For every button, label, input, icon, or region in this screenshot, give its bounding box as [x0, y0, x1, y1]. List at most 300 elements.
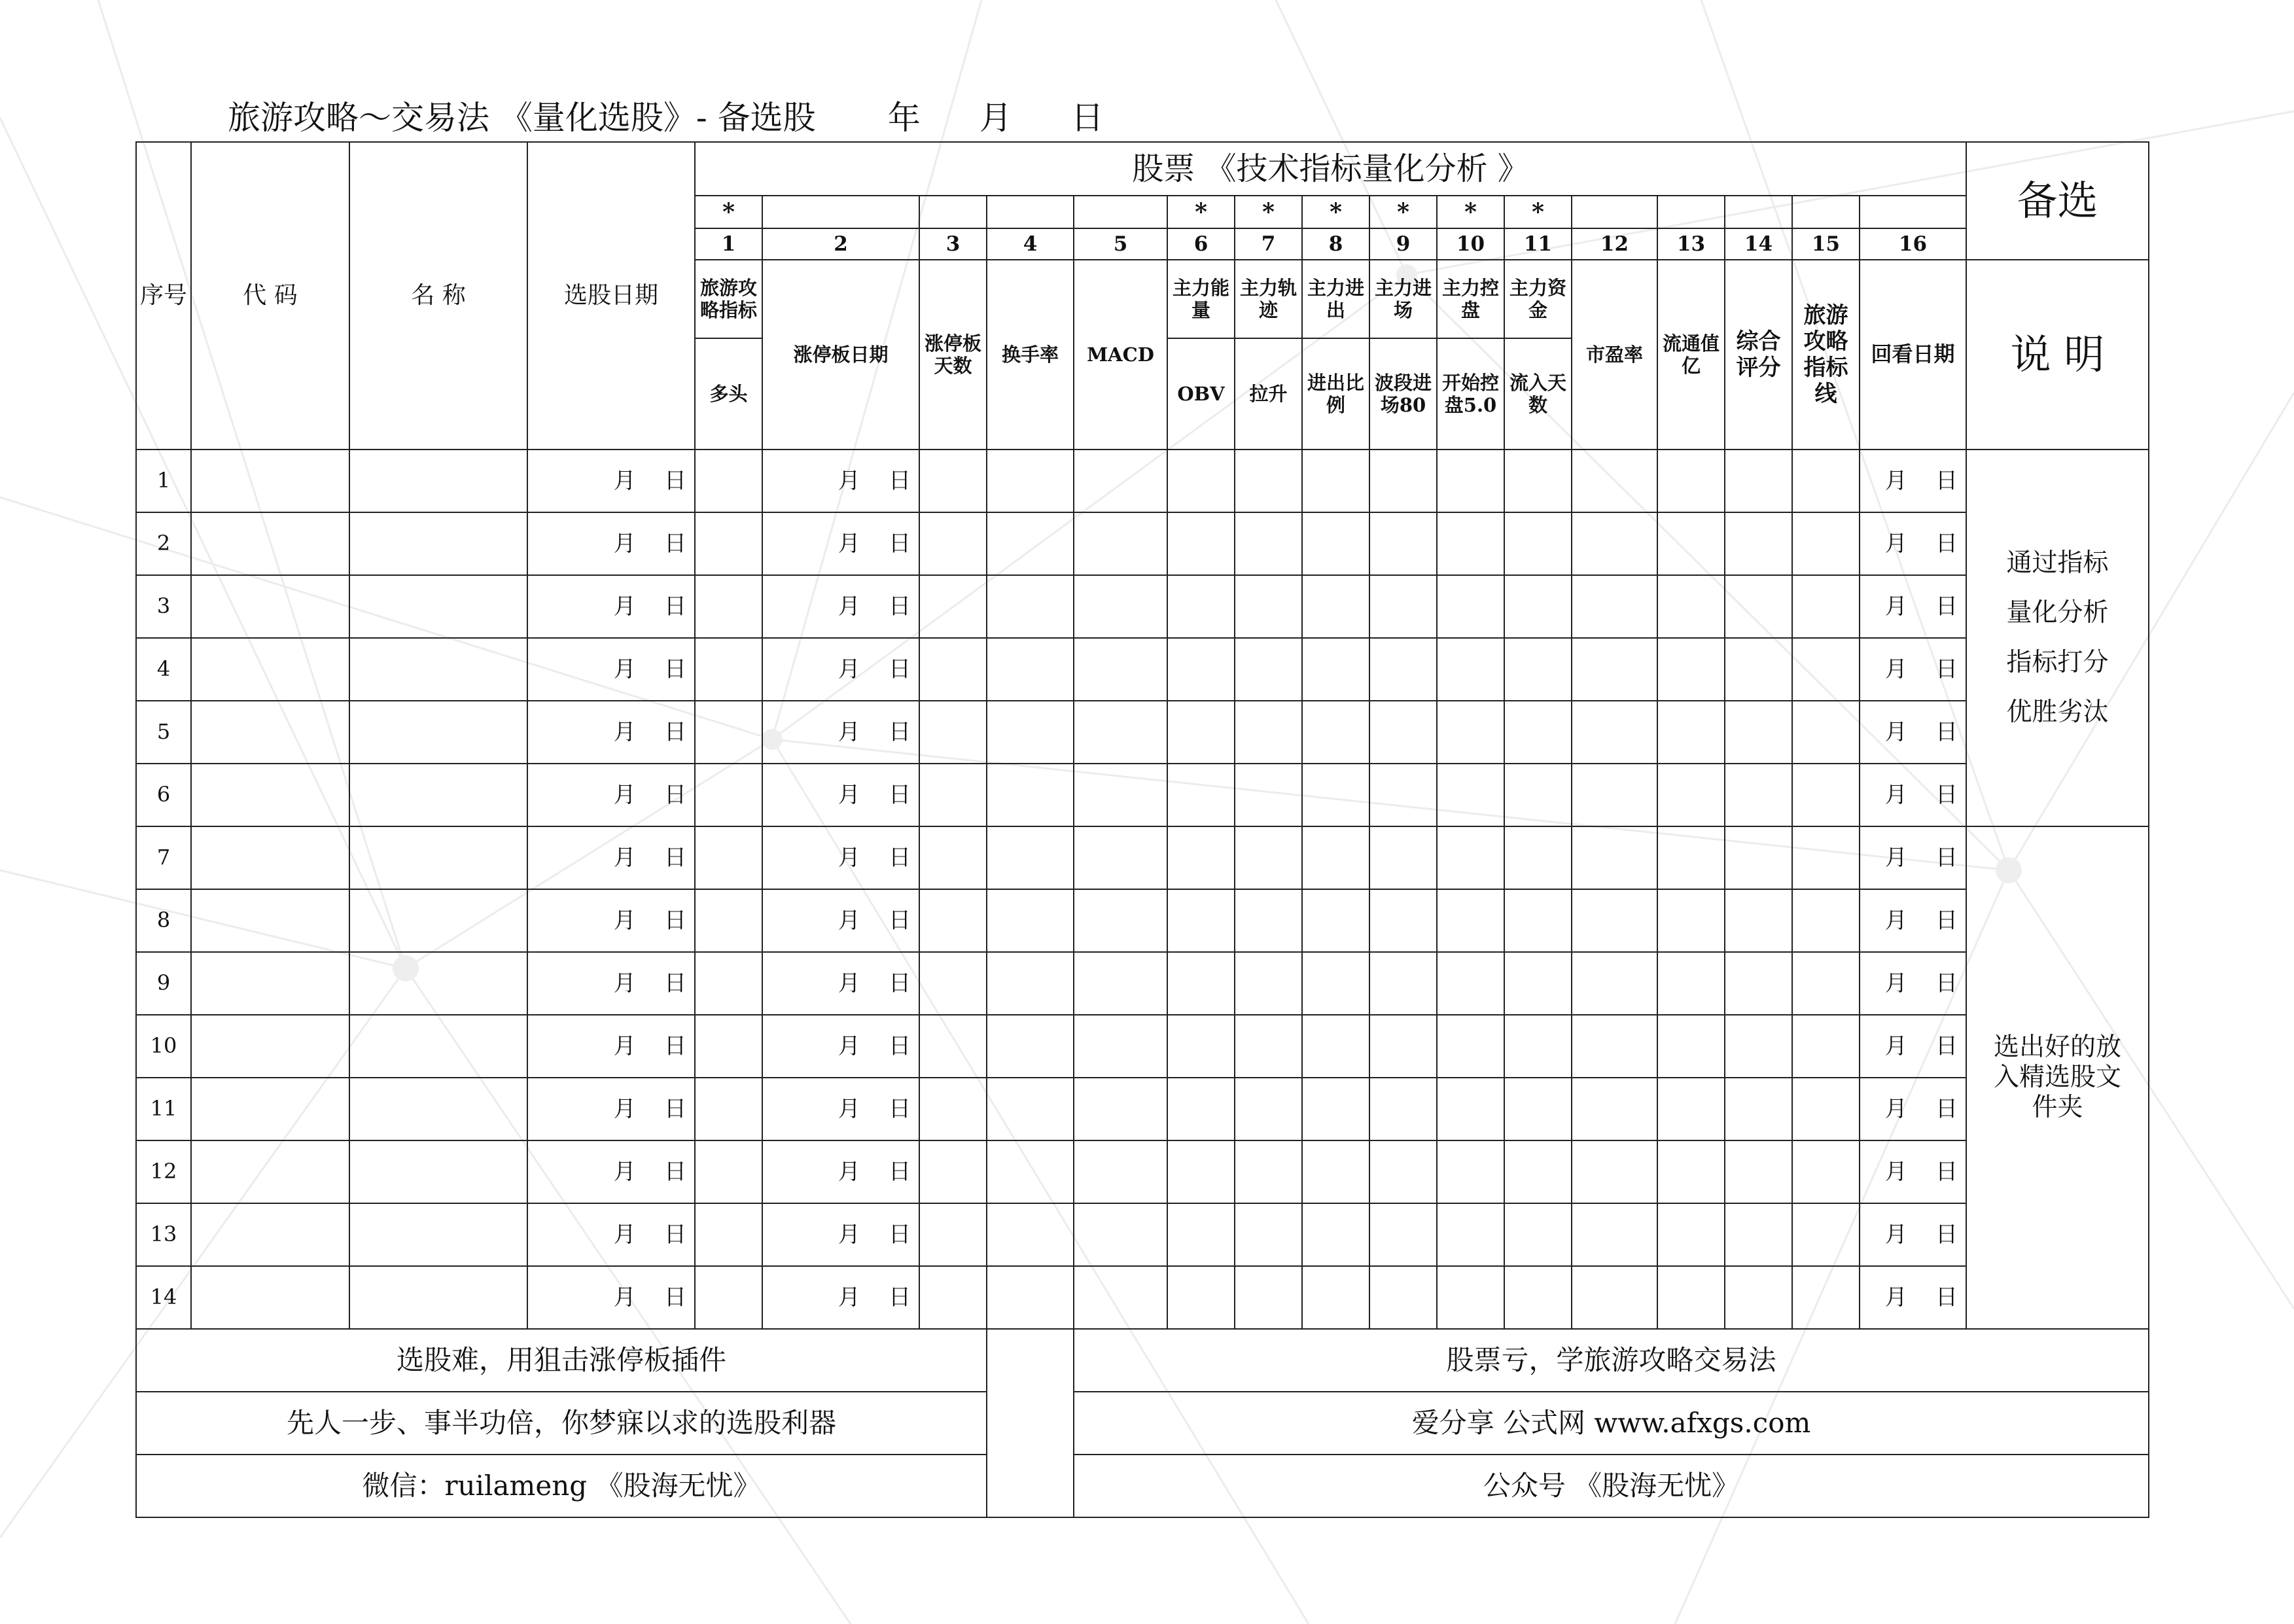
date-cell-col2[interactable]: 月 日 — [762, 1078, 919, 1140]
value-cell-col3[interactable] — [919, 701, 987, 764]
value-cell-col8[interactable] — [1302, 952, 1369, 1015]
select-date-cell[interactable]: 月 日 — [527, 1203, 695, 1266]
value-cell-col11[interactable] — [1504, 1015, 1572, 1078]
star-mark: * — [1302, 196, 1369, 228]
select-date-cell[interactable]: 月 日 — [527, 450, 695, 512]
value-cell-col7[interactable] — [1235, 701, 1302, 764]
row-seq: 10 — [136, 1015, 191, 1078]
value-cell-col5[interactable] — [1074, 575, 1167, 638]
name-cell[interactable] — [349, 638, 527, 701]
select-date-cell[interactable]: 月 日 — [527, 638, 695, 701]
value-cell-col7[interactable] — [1235, 1266, 1302, 1329]
date-cell-col16[interactable]: 月 日 — [1860, 1015, 1966, 1078]
code-cell[interactable] — [191, 450, 349, 512]
value-cell-col9[interactable] — [1369, 1203, 1437, 1266]
table-row — [136, 952, 2149, 1015]
value-cell-col4[interactable] — [987, 1140, 1074, 1203]
value-cell-col5[interactable] — [1074, 512, 1167, 575]
value-cell-col13[interactable] — [1657, 575, 1725, 638]
col-number: 1 — [695, 228, 762, 260]
value-cell-col9[interactable] — [1369, 764, 1437, 826]
value-cell-col8[interactable] — [1302, 512, 1369, 575]
date-cell-col2[interactable]: 月 日 — [762, 638, 919, 701]
code-cell[interactable] — [191, 952, 349, 1015]
date-cell-col16[interactable]: 月 日 — [1860, 1140, 1966, 1203]
value-cell-col13[interactable] — [1657, 889, 1725, 952]
value-cell-col8[interactable] — [1302, 1266, 1369, 1329]
value-cell-col11[interactable] — [1504, 638, 1572, 701]
value-cell-col8[interactable] — [1302, 1015, 1369, 1078]
value-cell-col5[interactable] — [1074, 1015, 1167, 1078]
value-cell-col15[interactable] — [1792, 638, 1860, 701]
value-cell-col7[interactable] — [1235, 1203, 1302, 1266]
code-cell[interactable] — [191, 1140, 349, 1203]
value-cell-col3[interactable] — [919, 575, 987, 638]
date-cell-col16[interactable]: 月 日 — [1860, 1203, 1966, 1266]
value-cell-col10[interactable] — [1437, 889, 1504, 952]
value-cell-col9[interactable] — [1369, 826, 1437, 889]
value-cell-col1[interactable] — [695, 450, 762, 512]
select-date-cell[interactable]: 月 日 — [527, 1015, 695, 1078]
header-col1-top: 旅游攻略指标 — [695, 260, 762, 338]
value-cell-col1[interactable] — [695, 1266, 762, 1329]
value-cell-col13[interactable] — [1657, 512, 1725, 575]
select-date-cell[interactable]: 月 日 — [527, 1140, 695, 1203]
value-cell-col4[interactable] — [987, 575, 1074, 638]
value-cell-col8[interactable] — [1302, 889, 1369, 952]
value-cell-col6[interactable] — [1167, 764, 1235, 826]
date-cell-col2[interactable]: 月 日 — [762, 1140, 919, 1203]
value-cell-col8[interactable] — [1302, 764, 1369, 826]
value-cell-col8[interactable] — [1302, 701, 1369, 764]
value-cell-col9[interactable] — [1369, 1266, 1437, 1329]
value-cell-col15[interactable] — [1792, 701, 1860, 764]
value-cell-col14[interactable] — [1725, 638, 1792, 701]
value-cell-col8[interactable] — [1302, 450, 1369, 512]
value-cell-col6[interactable] — [1167, 1203, 1235, 1266]
name-cell[interactable] — [349, 1140, 527, 1203]
row-seq: 2 — [136, 512, 191, 575]
value-cell-col10[interactable] — [1437, 512, 1504, 575]
value-cell-col4[interactable] — [987, 826, 1074, 889]
select-date-cell[interactable]: 月 日 — [527, 1266, 695, 1329]
value-cell-col14[interactable] — [1725, 575, 1792, 638]
value-cell-col13[interactable] — [1657, 450, 1725, 512]
col-number: 15 — [1792, 228, 1860, 260]
col-number: 8 — [1302, 228, 1369, 260]
value-cell-col7[interactable] — [1235, 575, 1302, 638]
value-cell-col3[interactable] — [919, 638, 987, 701]
value-cell-col12[interactable] — [1572, 889, 1657, 952]
name-cell[interactable] — [349, 1015, 527, 1078]
select-date-cell[interactable]: 月 日 — [527, 889, 695, 952]
value-cell-col5[interactable] — [1074, 638, 1167, 701]
value-cell-col15[interactable] — [1792, 512, 1860, 575]
code-cell[interactable] — [191, 1203, 349, 1266]
value-cell-col5[interactable] — [1074, 889, 1167, 952]
value-cell-col1[interactable] — [695, 575, 762, 638]
notes-lower — [1966, 826, 2149, 1329]
name-cell[interactable] — [349, 826, 527, 889]
col-number: 3 — [919, 228, 987, 260]
value-cell-col4[interactable] — [987, 1015, 1074, 1078]
date-cell-col16[interactable]: 月 日 — [1860, 764, 1966, 826]
table-row — [136, 764, 2149, 826]
value-cell-col10[interactable] — [1437, 1078, 1504, 1140]
value-cell-col3[interactable] — [919, 889, 987, 952]
value-cell-col3[interactable] — [919, 1140, 987, 1203]
date-cell-col16[interactable]: 月 日 — [1860, 701, 1966, 764]
header-col14: 综合评分 — [1725, 260, 1792, 450]
value-cell-col7[interactable] — [1235, 512, 1302, 575]
code-cell[interactable] — [191, 764, 349, 826]
value-cell-col4[interactable] — [987, 1266, 1074, 1329]
value-cell-col3[interactable] — [919, 1078, 987, 1140]
value-cell-col4[interactable] — [987, 952, 1074, 1015]
code-cell[interactable] — [191, 701, 349, 764]
value-cell-col10[interactable] — [1437, 1203, 1504, 1266]
value-cell-col5[interactable] — [1074, 826, 1167, 889]
value-cell-col4[interactable] — [987, 764, 1074, 826]
value-cell-col1[interactable] — [695, 764, 762, 826]
value-cell-col14[interactable] — [1725, 1015, 1792, 1078]
value-cell-col12[interactable] — [1572, 575, 1657, 638]
value-cell-col7[interactable] — [1235, 1140, 1302, 1203]
name-cell[interactable] — [349, 764, 527, 826]
row-seq: 12 — [136, 1140, 191, 1203]
value-cell-col6[interactable] — [1167, 450, 1235, 512]
header-stock-group: 股票 《技术指标量化分析 》 — [695, 142, 1966, 196]
value-cell-col9[interactable] — [1369, 889, 1437, 952]
value-cell-col1[interactable] — [695, 1015, 762, 1078]
value-cell-col6[interactable] — [1167, 1140, 1235, 1203]
value-cell-col15[interactable] — [1792, 952, 1860, 1015]
value-cell-col3[interactable] — [919, 512, 987, 575]
value-cell-col12[interactable] — [1572, 701, 1657, 764]
code-cell[interactable] — [191, 575, 349, 638]
value-cell-col11[interactable] — [1504, 512, 1572, 575]
select-date-cell[interactable]: 月 日 — [527, 952, 695, 1015]
value-cell-col15[interactable] — [1792, 889, 1860, 952]
value-cell-col13[interactable] — [1657, 826, 1725, 889]
value-cell-col11[interactable] — [1504, 764, 1572, 826]
value-cell-col3[interactable] — [919, 1015, 987, 1078]
value-cell-col5[interactable] — [1074, 1266, 1167, 1329]
footer-row — [136, 1392, 2149, 1455]
value-cell-col9[interactable] — [1369, 450, 1437, 512]
select-date-cell[interactable]: 月 日 — [527, 826, 695, 889]
value-cell-col10[interactable] — [1437, 952, 1504, 1015]
value-cell-col11[interactable] — [1504, 1266, 1572, 1329]
value-cell-col7[interactable] — [1235, 952, 1302, 1015]
name-cell[interactable] — [349, 1266, 527, 1329]
value-cell-col10[interactable] — [1437, 450, 1504, 512]
value-cell-col15[interactable] — [1792, 1078, 1860, 1140]
value-cell-col7[interactable] — [1235, 764, 1302, 826]
value-cell-col9[interactable] — [1369, 638, 1437, 701]
row-seq: 8 — [136, 889, 191, 952]
date-cell-col2[interactable]: 月 日 — [762, 1266, 919, 1329]
value-cell-col4[interactable] — [987, 512, 1074, 575]
value-cell-col8[interactable] — [1302, 638, 1369, 701]
date-cell-col16[interactable]: 月 日 — [1860, 1266, 1966, 1329]
value-cell-col10[interactable] — [1437, 764, 1504, 826]
date-cell-col16[interactable]: 月 日 — [1860, 889, 1966, 952]
value-cell-col5[interactable] — [1074, 1078, 1167, 1140]
value-cell-col6[interactable] — [1167, 701, 1235, 764]
value-cell-col6[interactable] — [1167, 638, 1235, 701]
name-cell[interactable] — [349, 450, 527, 512]
value-cell-col11[interactable] — [1504, 450, 1572, 512]
value-cell-col14[interactable] — [1725, 826, 1792, 889]
value-cell-col1[interactable] — [695, 638, 762, 701]
stock-selection-table — [135, 141, 2149, 1518]
value-cell-col12[interactable] — [1572, 1078, 1657, 1140]
value-cell-col11[interactable] — [1504, 1078, 1572, 1140]
value-cell-col12[interactable] — [1572, 826, 1657, 889]
value-cell-col3[interactable] — [919, 450, 987, 512]
value-cell-col5[interactable] — [1074, 952, 1167, 1015]
value-cell-col9[interactable] — [1369, 512, 1437, 575]
date-cell-col2[interactable]: 月 日 — [762, 450, 919, 512]
value-cell-col1[interactable] — [695, 1140, 762, 1203]
value-cell-col5[interactable] — [1074, 1140, 1167, 1203]
value-cell-col13[interactable] — [1657, 701, 1725, 764]
value-cell-col1[interactable] — [695, 952, 762, 1015]
value-cell-col15[interactable] — [1792, 764, 1860, 826]
select-date-cell[interactable]: 月 日 — [527, 764, 695, 826]
code-cell[interactable] — [191, 889, 349, 952]
value-cell-col3[interactable] — [919, 764, 987, 826]
value-cell-col11[interactable] — [1504, 826, 1572, 889]
row-seq: 4 — [136, 638, 191, 701]
value-cell-col7[interactable] — [1235, 1015, 1302, 1078]
value-cell-col14[interactable] — [1725, 1203, 1792, 1266]
value-cell-col15[interactable] — [1792, 1140, 1860, 1203]
value-cell-col5[interactable] — [1074, 701, 1167, 764]
value-cell-col13[interactable] — [1657, 1140, 1725, 1203]
value-cell-col7[interactable] — [1235, 1078, 1302, 1140]
date-cell-col2[interactable]: 月 日 — [762, 952, 919, 1015]
value-cell-col6[interactable] — [1167, 512, 1235, 575]
name-cell[interactable] — [349, 512, 527, 575]
value-cell-col15[interactable] — [1792, 1266, 1860, 1329]
value-cell-col12[interactable] — [1572, 450, 1657, 512]
value-cell-col12[interactable] — [1572, 1015, 1657, 1078]
header-col8-bottom: 进出比例 — [1302, 338, 1369, 450]
value-cell-col6[interactable] — [1167, 952, 1235, 1015]
value-cell-col11[interactable] — [1504, 889, 1572, 952]
note-lower-text: 选出好的放入精选股文件夹 — [1993, 1032, 2121, 1122]
value-cell-col1[interactable] — [695, 1203, 762, 1266]
date-cell-col2[interactable]: 月 日 — [762, 764, 919, 826]
value-cell-col4[interactable] — [987, 450, 1074, 512]
value-cell-col4[interactable] — [987, 638, 1074, 701]
value-cell-col1[interactable] — [695, 701, 762, 764]
value-cell-col10[interactable] — [1437, 575, 1504, 638]
row-seq: 7 — [136, 826, 191, 889]
value-cell-col9[interactable] — [1369, 575, 1437, 638]
header-col3: 涨停板天数 — [919, 260, 987, 450]
value-cell-col1[interactable] — [695, 512, 762, 575]
value-cell-col13[interactable] — [1657, 1078, 1725, 1140]
value-cell-col15[interactable] — [1792, 450, 1860, 512]
value-cell-col11[interactable] — [1504, 701, 1572, 764]
value-cell-col9[interactable] — [1369, 1140, 1437, 1203]
code-cell[interactable] — [191, 1015, 349, 1078]
value-cell-col10[interactable] — [1437, 701, 1504, 764]
date-cell-col16[interactable]: 月 日 — [1860, 638, 1966, 701]
value-cell-col14[interactable] — [1725, 952, 1792, 1015]
value-cell-col1[interactable] — [695, 889, 762, 952]
value-cell-col7[interactable] — [1235, 826, 1302, 889]
value-cell-col3[interactable] — [919, 952, 987, 1015]
value-cell-col8[interactable] — [1302, 1203, 1369, 1266]
table-row — [136, 450, 2149, 512]
title-main: 旅游攻略～交易法 《量化选股》- 备选股 — [228, 99, 816, 137]
name-cell[interactable] — [349, 1078, 527, 1140]
value-cell-col10[interactable] — [1437, 1266, 1504, 1329]
row-seq: 6 — [136, 764, 191, 826]
value-cell-col10[interactable] — [1437, 826, 1504, 889]
value-cell-col6[interactable] — [1167, 889, 1235, 952]
value-cell-col13[interactable] — [1657, 638, 1725, 701]
name-cell[interactable] — [349, 952, 527, 1015]
value-cell-col8[interactable] — [1302, 1078, 1369, 1140]
value-cell-col4[interactable] — [987, 1078, 1074, 1140]
value-cell-col14[interactable] — [1725, 1140, 1792, 1203]
header-col7-bottom: 拉升 — [1235, 338, 1302, 450]
value-cell-col11[interactable] — [1504, 575, 1572, 638]
value-cell-col13[interactable] — [1657, 764, 1725, 826]
value-cell-col12[interactable] — [1572, 764, 1657, 826]
value-cell-col13[interactable] — [1657, 1015, 1725, 1078]
value-cell-col4[interactable] — [987, 1203, 1074, 1266]
date-cell-col2[interactable]: 月 日 — [762, 1015, 919, 1078]
value-cell-col5[interactable] — [1074, 764, 1167, 826]
value-cell-col4[interactable] — [987, 701, 1074, 764]
value-cell-col14[interactable] — [1725, 1266, 1792, 1329]
date-cell-col16[interactable]: 月 日 — [1860, 952, 1966, 1015]
value-cell-col6[interactable] — [1167, 1015, 1235, 1078]
value-cell-col8[interactable] — [1302, 1140, 1369, 1203]
name-cell[interactable] — [349, 701, 527, 764]
table-row — [136, 638, 2149, 701]
value-cell-col14[interactable] — [1725, 764, 1792, 826]
value-cell-col6[interactable] — [1167, 1078, 1235, 1140]
value-cell-col1[interactable] — [695, 826, 762, 889]
value-cell-col10[interactable] — [1437, 638, 1504, 701]
name-cell[interactable] — [349, 889, 527, 952]
date-cell-col2[interactable]: 月 日 — [762, 512, 919, 575]
value-cell-col12[interactable] — [1572, 1266, 1657, 1329]
value-cell-col8[interactable] — [1302, 826, 1369, 889]
value-cell-col12[interactable] — [1572, 1140, 1657, 1203]
value-cell-col6[interactable] — [1167, 575, 1235, 638]
date-cell-col16[interactable]: 月 日 — [1860, 450, 1966, 512]
footer-spacer — [987, 1329, 1074, 1517]
select-date-cell[interactable]: 月 日 — [527, 575, 695, 638]
value-cell-col12[interactable] — [1572, 952, 1657, 1015]
value-cell-col3[interactable] — [919, 1266, 987, 1329]
value-cell-col4[interactable] — [987, 889, 1074, 952]
value-cell-col9[interactable] — [1369, 701, 1437, 764]
select-date-cell[interactable]: 月 日 — [527, 512, 695, 575]
value-cell-col14[interactable] — [1725, 701, 1792, 764]
select-date-cell[interactable]: 月 日 — [527, 1078, 695, 1140]
value-cell-col14[interactable] — [1725, 889, 1792, 952]
value-cell-col9[interactable] — [1369, 1078, 1437, 1140]
row-seq: 11 — [136, 1078, 191, 1140]
header-col10-bottom: 开始控盘5.0 — [1437, 338, 1504, 450]
date-cell-col16[interactable]: 月 日 — [1860, 575, 1966, 638]
name-cell[interactable] — [349, 575, 527, 638]
value-cell-col14[interactable] — [1725, 512, 1792, 575]
value-cell-col10[interactable] — [1437, 1140, 1504, 1203]
value-cell-col15[interactable] — [1792, 575, 1860, 638]
code-cell[interactable] — [191, 826, 349, 889]
date-cell-col2[interactable]: 月 日 — [762, 575, 919, 638]
value-cell-col12[interactable] — [1572, 638, 1657, 701]
date-cell-col2[interactable]: 月 日 — [762, 701, 919, 764]
value-cell-col7[interactable] — [1235, 450, 1302, 512]
value-cell-col6[interactable] — [1167, 1266, 1235, 1329]
value-cell-col13[interactable] — [1657, 1266, 1725, 1329]
value-cell-col14[interactable] — [1725, 1078, 1792, 1140]
value-cell-col8[interactable] — [1302, 575, 1369, 638]
table-row — [136, 1140, 2149, 1203]
name-cell[interactable] — [349, 1203, 527, 1266]
value-cell-col13[interactable] — [1657, 1203, 1725, 1266]
date-cell-col2[interactable]: 月 日 — [762, 826, 919, 889]
value-cell-col10[interactable] — [1437, 1015, 1504, 1078]
value-cell-col9[interactable] — [1369, 1015, 1437, 1078]
date-cell-col2[interactable]: 月 日 — [762, 1203, 919, 1266]
value-cell-col11[interactable] — [1504, 1203, 1572, 1266]
value-cell-col9[interactable] — [1369, 952, 1437, 1015]
header-col1-bottom: 多头 — [695, 338, 762, 450]
value-cell-col1[interactable] — [695, 1078, 762, 1140]
code-cell[interactable] — [191, 1266, 349, 1329]
value-cell-col6[interactable] — [1167, 826, 1235, 889]
code-cell[interactable] — [191, 1078, 349, 1140]
select-date-cell[interactable]: 月 日 — [527, 701, 695, 764]
value-cell-col11[interactable] — [1504, 1140, 1572, 1203]
value-cell-col14[interactable] — [1725, 450, 1792, 512]
value-cell-col15[interactable] — [1792, 826, 1860, 889]
value-cell-col7[interactable] — [1235, 638, 1302, 701]
value-cell-col5[interactable] — [1074, 1203, 1167, 1266]
code-cell[interactable] — [191, 512, 349, 575]
value-cell-col5[interactable] — [1074, 450, 1167, 512]
value-cell-col12[interactable] — [1572, 1203, 1657, 1266]
table-row — [136, 575, 2149, 638]
value-cell-col3[interactable] — [919, 1203, 987, 1266]
value-cell-col7[interactable] — [1235, 889, 1302, 952]
date-cell-col16[interactable]: 月 日 — [1860, 826, 1966, 889]
col-number: 2 — [762, 228, 919, 260]
date-cell-col16[interactable]: 月 日 — [1860, 512, 1966, 575]
value-cell-col3[interactable] — [919, 826, 987, 889]
code-cell[interactable] — [191, 638, 349, 701]
date-cell-col16[interactable]: 月 日 — [1860, 1078, 1966, 1140]
value-cell-col15[interactable] — [1792, 1015, 1860, 1078]
value-cell-col13[interactable] — [1657, 952, 1725, 1015]
value-cell-col12[interactable] — [1572, 512, 1657, 575]
value-cell-col11[interactable] — [1504, 952, 1572, 1015]
date-cell-col2[interactable]: 月 日 — [762, 889, 919, 952]
value-cell-col15[interactable] — [1792, 1203, 1860, 1266]
